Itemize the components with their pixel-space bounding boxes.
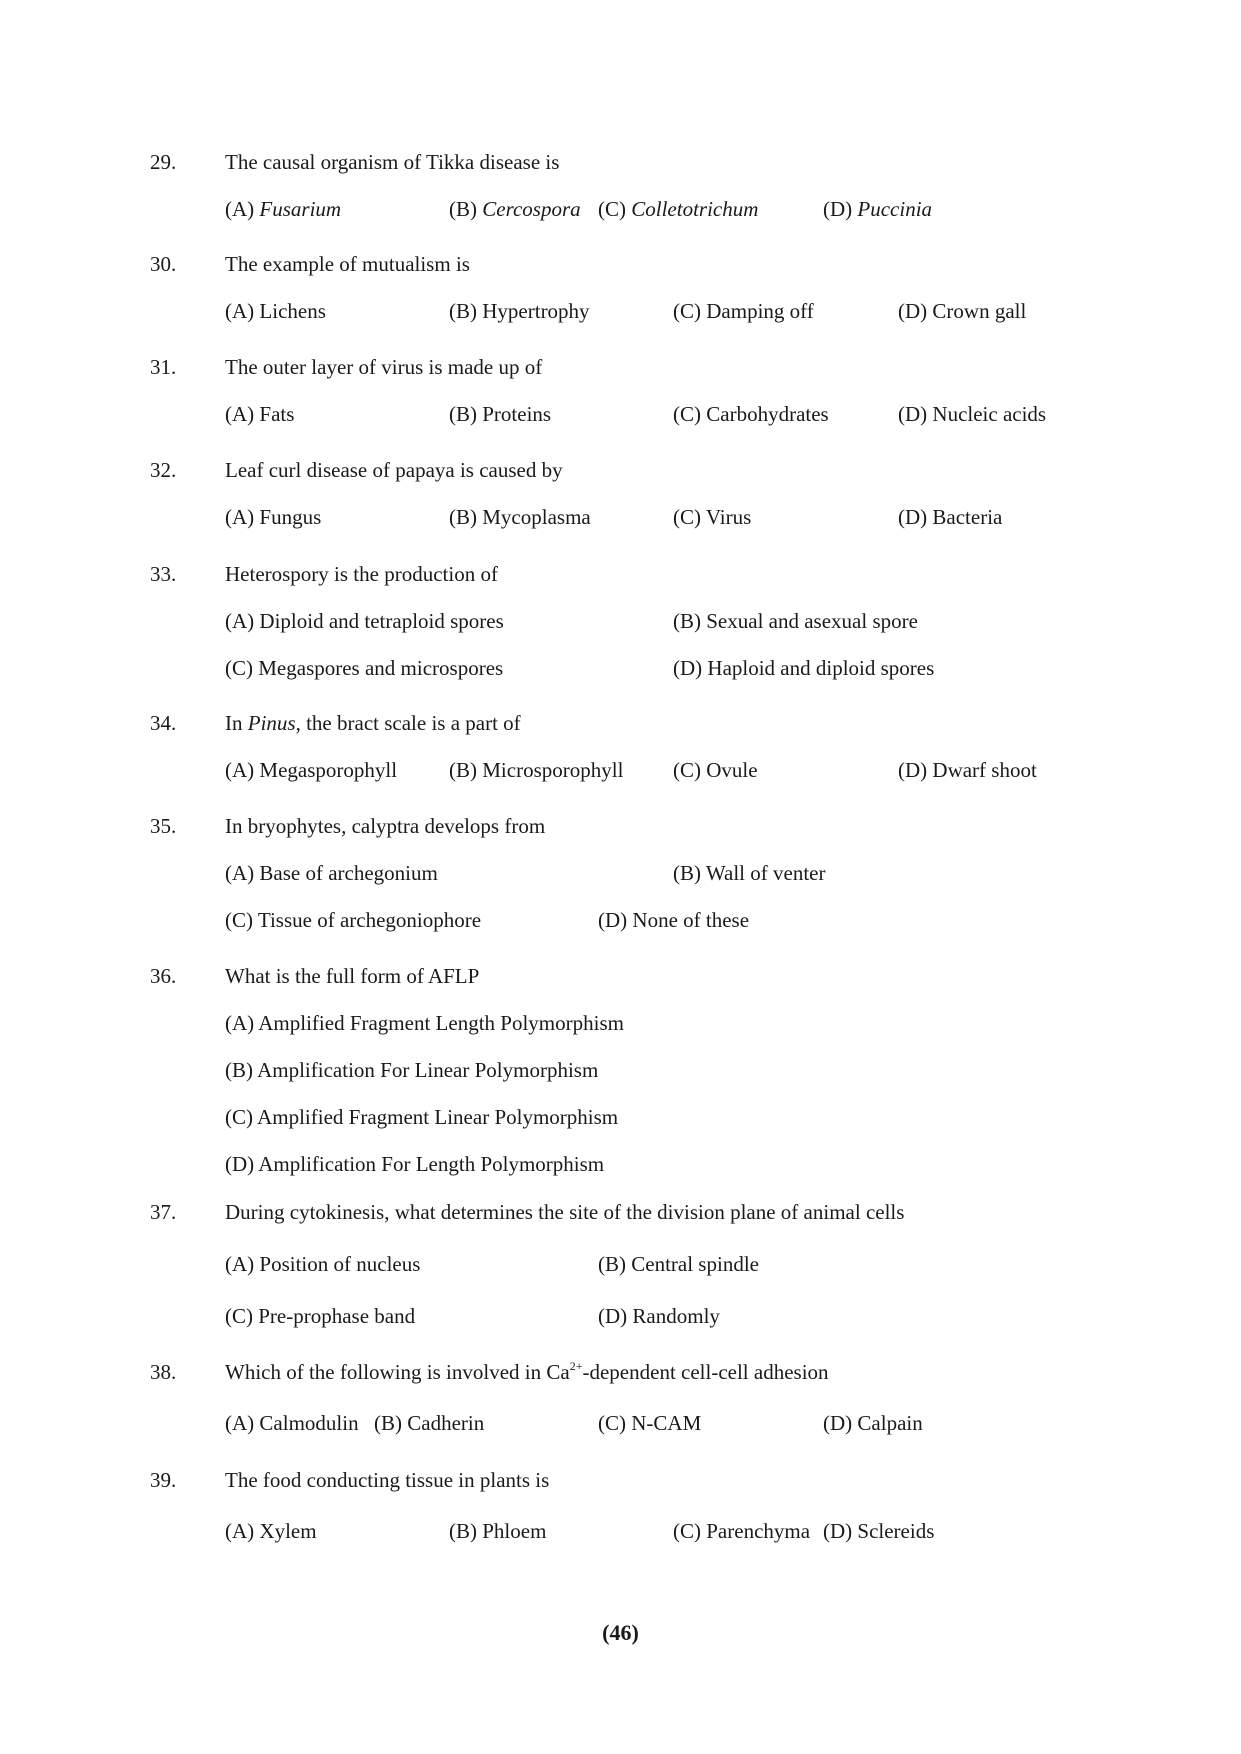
option-b: (B) Proteins — [449, 402, 552, 426]
question-text: In bryophytes, calyptra develops from — [225, 814, 546, 838]
option-c: (C) Tissue of archegoniophore — [225, 908, 482, 932]
option-d: (D) Nucleic acids — [898, 402, 1047, 426]
option-b: (B) Microsporophyll — [449, 758, 624, 782]
option-b: (B) Phloem — [449, 1519, 547, 1543]
question-number: 37. — [150, 1200, 177, 1224]
option-d: (D) None of these — [598, 908, 750, 932]
option-b: (B) Sexual and asexual spore — [673, 609, 918, 633]
option-d: (D) Calpain — [823, 1411, 923, 1435]
option-a: (A) Xylem — [225, 1519, 317, 1543]
option-c: (C) Megaspores and microspores — [225, 656, 504, 680]
question-number: 31. — [150, 355, 177, 379]
option-a: (A) Megasporophyll — [225, 758, 398, 782]
option-d: (D) Amplification For Length Polymorphism — [225, 1152, 605, 1176]
option-d: (D) Bacteria — [898, 505, 1003, 529]
option-b: (B) Central spindle — [598, 1252, 759, 1276]
option-c: (C) N-CAM — [598, 1411, 702, 1435]
question-number: 36. — [150, 964, 177, 988]
option-b: (B) Cercospora — [449, 197, 581, 221]
page-number: (46) — [602, 1620, 639, 1645]
option-b: (B) Hypertrophy — [449, 299, 590, 323]
question-number: 33. — [150, 562, 177, 586]
option-a: (A) Lichens — [225, 299, 326, 323]
option-c: (C) Amplified Fragment Linear Polymorphism — [225, 1105, 619, 1129]
option-c: (C) Virus — [673, 505, 752, 529]
option-b: (B) Cadherin — [374, 1411, 485, 1435]
question-text: The food conducting tissue in plants is — [225, 1468, 550, 1492]
option-d: (D) Sclereids — [823, 1519, 935, 1543]
option-b: (B) Wall of venter — [673, 861, 826, 885]
option-d: (D) Haploid and diploid spores — [673, 656, 935, 680]
question-text: Heterospory is the production of — [225, 562, 498, 586]
option-a: (A) Fusarium — [225, 197, 342, 221]
option-c: (C) Damping off — [673, 299, 814, 323]
question-number: 34. — [150, 711, 177, 735]
option-d: (D) Puccinia — [823, 197, 933, 221]
question-number: 39. — [150, 1468, 177, 1492]
option-c: (C) Colletotrichum — [598, 197, 759, 221]
option-c: (C) Parenchyma — [673, 1519, 811, 1543]
option-c: (C) Pre-prophase band — [225, 1304, 416, 1328]
option-d: (D) Crown gall — [898, 299, 1027, 323]
option-d: (D) Randomly — [598, 1304, 720, 1328]
question-number: 32. — [150, 458, 177, 482]
option-d: (D) Dwarf shoot — [898, 758, 1037, 782]
option-a: (A) Fats — [225, 402, 295, 426]
option-a: (A) Diploid and tetraploid spores — [225, 609, 504, 633]
option-a: (A) Calmodulin — [225, 1411, 359, 1435]
option-b: (B) Amplification For Linear Polymorphism — [225, 1058, 599, 1082]
option-a: (A) Fungus — [225, 505, 322, 529]
question-number: 30. — [150, 252, 177, 276]
question-text: Which of the following is involved in $Ca^{2+}$-dependent cell-cell adhesion — [225, 1359, 829, 1384]
option-a: (A) Base of archegonium — [225, 861, 438, 885]
option-a: (A) Amplified Fragment Length Polymorphism — [225, 1011, 624, 1035]
question-number: 35. — [150, 814, 177, 838]
question-text: What is the full form of AFLP — [225, 964, 480, 988]
question-text: The example of mutualism is — [225, 252, 470, 276]
question-text: During cytokinesis, what determines the site of the division plane of animal cells — [225, 1200, 905, 1224]
option-c: (C) Carbohydrates — [673, 402, 829, 426]
question-number: 29. — [150, 150, 177, 174]
question-text: The outer layer of virus is made up of — [225, 355, 543, 379]
option-a: (A) Position of nucleus — [225, 1252, 421, 1276]
option-c: (C) Ovule — [673, 758, 758, 782]
question-text: In Pinus, the bract scale is a part of — [225, 711, 521, 735]
option-b: (B) Mycoplasma — [449, 505, 591, 529]
question-text: Leaf curl disease of papaya is caused by — [225, 458, 563, 482]
question-number: 38. — [150, 1360, 177, 1384]
question-text: The causal organism of Tikka disease is — [225, 150, 560, 174]
